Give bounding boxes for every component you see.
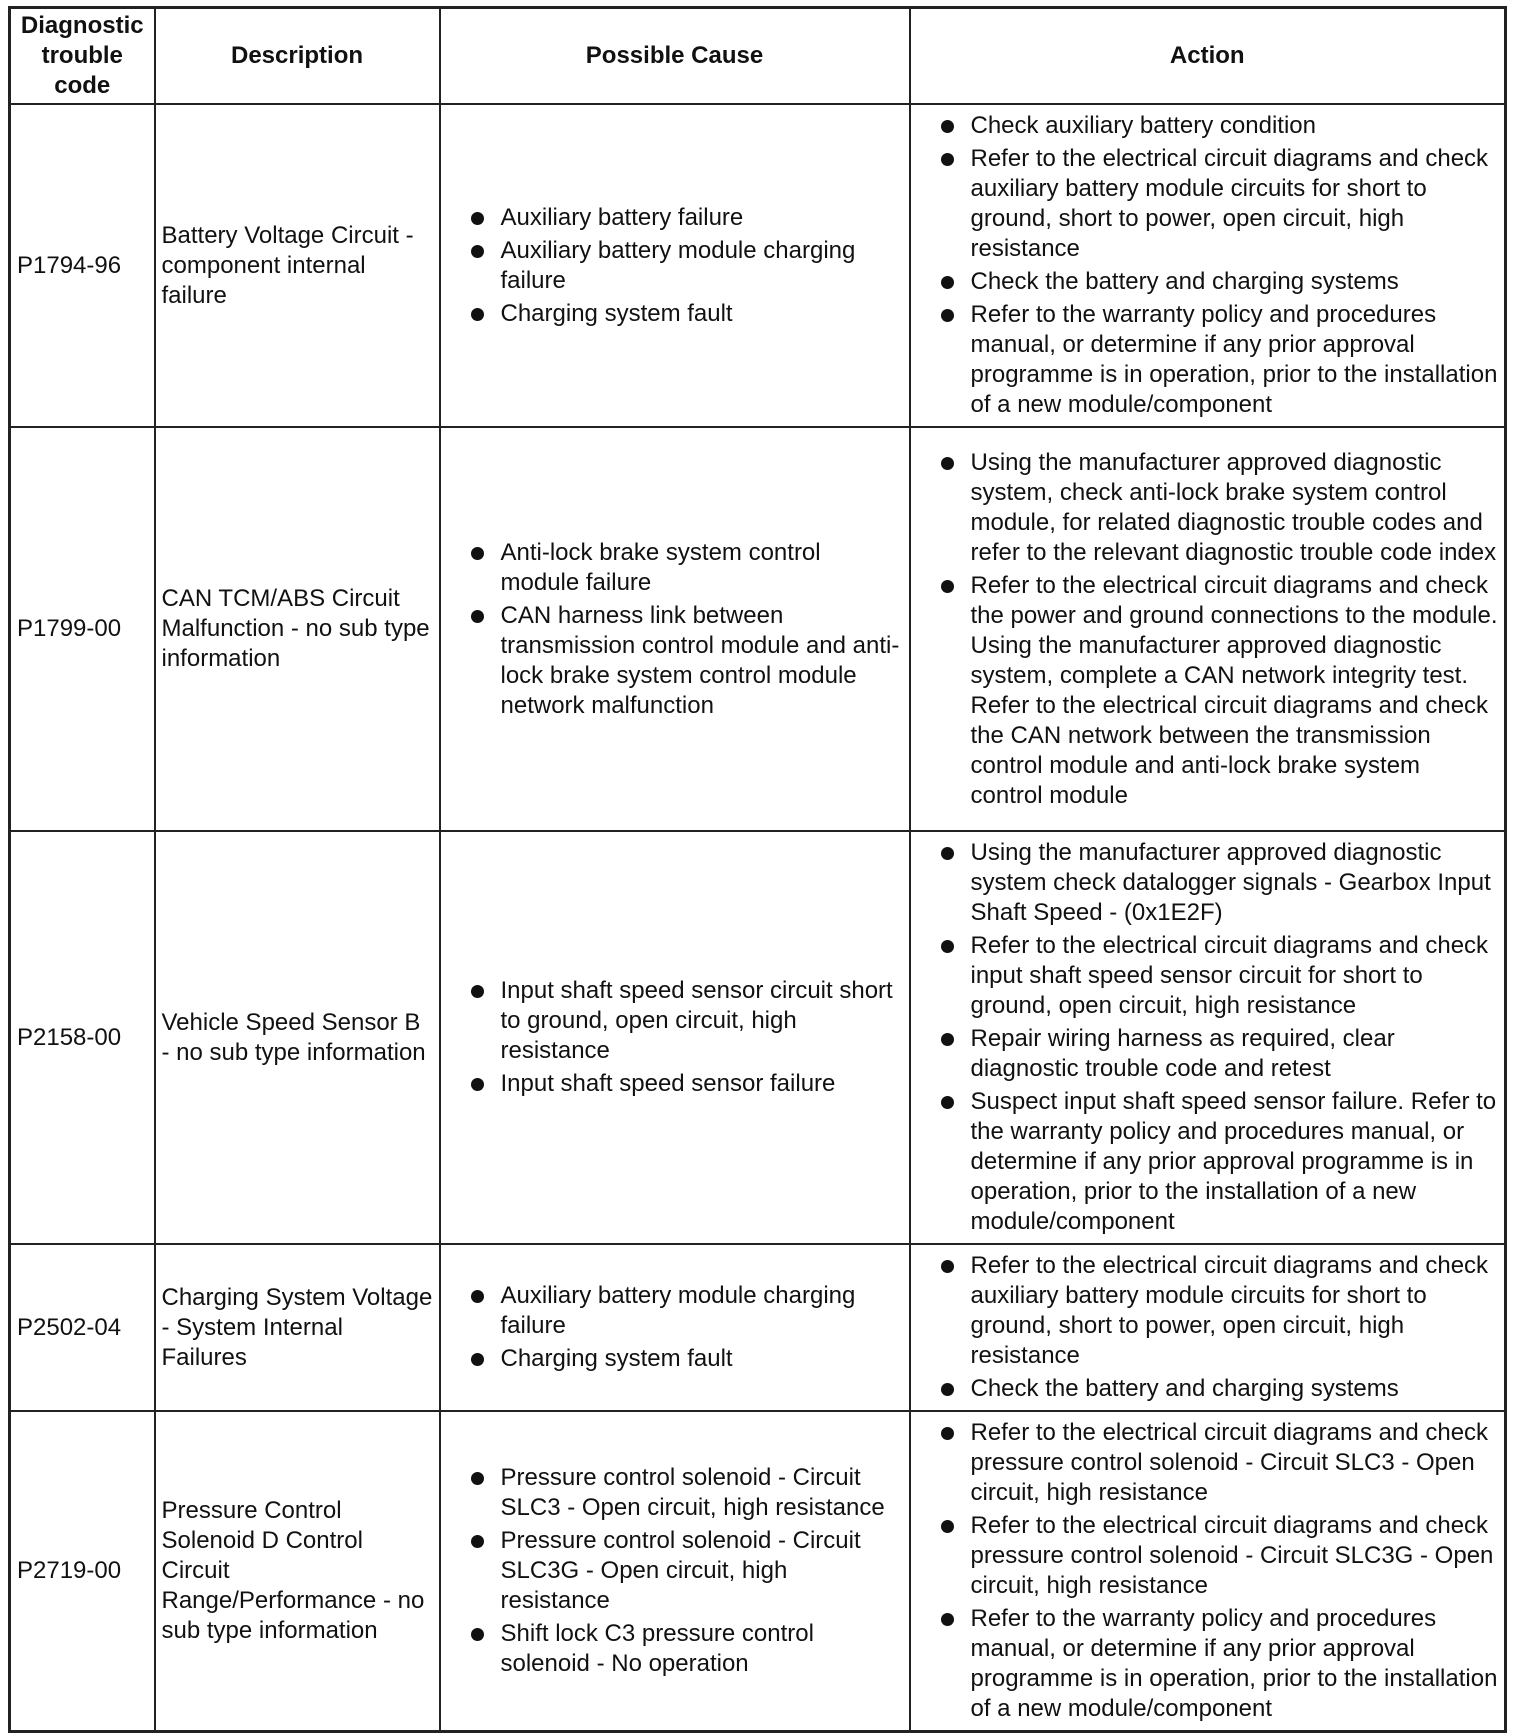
dtc-code: P1799-00	[10, 427, 155, 831]
bullet-icon	[941, 1096, 954, 1109]
cause-text: Pressure control solenoid - Circuit SLC3 - Open circuit, high resistance	[500, 1464, 885, 1521]
cause-text: Input shaft speed sensor failure	[500, 1070, 836, 1097]
cause-text: CAN harness link between transmission control module and anti-lock brake system control module network malfunction	[500, 601, 900, 719]
bullet-icon	[941, 276, 954, 289]
action-item	[917, 111, 1499, 141]
action-item	[917, 448, 1499, 568]
bullet-icon	[941, 153, 954, 166]
action-text: Check the battery and charging systems	[970, 1375, 1399, 1402]
cause-text: Pressure control solenoid - Circuit SLC3G - Open circuit, high resistance	[500, 1527, 861, 1614]
bullet-icon	[941, 1520, 954, 1533]
cause-list	[447, 976, 903, 1099]
bullet-icon	[941, 940, 954, 953]
document-page	[8, 6, 1504, 1733]
dtc-table	[8, 6, 1507, 1733]
action-item	[917, 1374, 1499, 1404]
action-item	[917, 1251, 1499, 1371]
cause-item	[447, 1281, 903, 1341]
action-item	[917, 1087, 1499, 1237]
cause-item	[447, 299, 903, 329]
action-text: Refer to the electrical circuit diagrams and check pressure control solenoid - Circuit SLC3 - Open circuit, high resistance	[970, 1419, 1489, 1506]
cause-item	[447, 1463, 903, 1523]
bullet-icon	[471, 547, 484, 560]
bullet-icon	[471, 1078, 484, 1091]
action-item	[917, 1024, 1499, 1084]
action-text: Refer to the warranty policy and procedures manual, or determine if any prior approval programme is in operation, prior to the installation of a new module/component	[970, 301, 1498, 418]
bullet-icon	[471, 1535, 484, 1548]
bullet-icon	[471, 308, 484, 321]
action-cell	[910, 1244, 1506, 1411]
bullet-icon	[941, 1383, 954, 1396]
cause-item	[447, 1069, 903, 1099]
action-item	[917, 300, 1499, 420]
action-text: Refer to the electrical circuit diagrams and check auxiliary battery module circuits for short to ground, short to power, open circuit, high resistance	[970, 1252, 1489, 1369]
dtc-code: P2719-00	[10, 1411, 155, 1732]
action-item	[917, 838, 1499, 928]
cause-text: Shift lock C3 pressure control solenoid - No operation	[500, 1620, 814, 1677]
action-cell	[910, 831, 1506, 1244]
cause-item	[447, 976, 903, 1066]
possible-cause-cell	[440, 104, 910, 427]
header-cause: Possible Cause	[440, 8, 910, 105]
cause-item	[447, 1344, 903, 1374]
bullet-icon	[941, 1427, 954, 1440]
bullet-icon	[471, 985, 484, 998]
cause-list	[447, 1463, 903, 1679]
bullet-icon	[941, 580, 954, 593]
bullet-icon	[471, 212, 484, 225]
bullet-icon	[941, 1033, 954, 1046]
cause-list	[447, 203, 903, 329]
action-text: Refer to the electrical circuit diagrams and check auxiliary battery module circuits for short to ground, short to power, open circuit, high resistance	[970, 145, 1489, 262]
cause-text: Auxiliary battery failure	[500, 203, 744, 231]
possible-cause-cell	[440, 1411, 910, 1732]
action-text: Refer to the electrical circuit diagrams and check input shaft speed sensor circuit for short to ground, open circuit, high resistance	[970, 932, 1489, 1019]
action-text: Using the manufacturer approved diagnostic system, check anti-lock brake system control module, for related diagnostic trouble codes and refer to the relevant diagnostic trouble code index	[970, 448, 1497, 566]
action-text: Using the manufacturer approved diagnostic system check datalogger signals - Gearbox Input Shaft Speed - (0x1E2F)	[970, 839, 1491, 926]
bullet-icon	[471, 1353, 484, 1366]
possible-cause-cell	[440, 427, 910, 831]
cause-item	[447, 236, 903, 296]
action-cell	[910, 1411, 1506, 1732]
table-row	[10, 1244, 1506, 1411]
action-item	[917, 1418, 1499, 1508]
possible-cause-cell	[440, 831, 910, 1244]
action-text: Suspect input shaft speed sensor failure. Refer to the warranty policy and procedures manual, or determine if any prior approval programme is in operation, prior to the installation of a new module/component	[970, 1088, 1497, 1235]
cause-text: Auxiliary battery module charging failure	[500, 1282, 856, 1339]
table-header	[10, 8, 1506, 105]
cause-item	[447, 203, 903, 233]
bullet-icon	[471, 610, 484, 623]
dtc-code: P1794-96	[10, 104, 155, 427]
bullet-icon	[471, 1290, 484, 1303]
bullet-icon	[471, 1628, 484, 1641]
action-list	[917, 1418, 1499, 1724]
table-row	[10, 1411, 1506, 1732]
dtc-code: P2502-04	[10, 1244, 155, 1411]
bullet-icon	[941, 847, 954, 860]
bullet-icon	[941, 457, 954, 470]
cause-text: Input shaft speed sensor circuit short to ground, open circuit, high resistance	[500, 977, 893, 1064]
dtc-description: Battery Voltage Circuit - component internal failure	[155, 104, 440, 427]
action-cell	[910, 104, 1506, 427]
action-item	[917, 571, 1499, 811]
action-text: Repair wiring harness as required, clear diagnostic trouble code and retest	[970, 1025, 1395, 1082]
action-item	[917, 144, 1499, 264]
header-row	[10, 8, 1506, 105]
cause-item	[447, 1526, 903, 1616]
header-code: Diagnostic trouble code	[10, 8, 155, 105]
action-list	[917, 111, 1499, 420]
action-text: Refer to the electrical circuit diagrams and check the power and ground connections to the module. Using the manufacturer approved diagnostic system, complete a CAN network integrity test. Refer to the electrical circuit diagrams and check the CAN network between the transmission control module and anti-lock brake system control module	[970, 571, 1498, 809]
header-action: Action	[910, 8, 1506, 105]
action-text: Check the battery and charging systems	[970, 268, 1399, 295]
cause-item	[447, 601, 903, 721]
action-item	[917, 267, 1499, 297]
table-row	[10, 427, 1506, 831]
cause-list	[447, 538, 903, 721]
action-list	[917, 448, 1499, 811]
action-list	[917, 838, 1499, 1237]
action-cell	[910, 427, 1506, 831]
dtc-code: P2158-00	[10, 831, 155, 1244]
cause-text: Auxiliary battery module charging failure	[500, 236, 856, 294]
bullet-icon	[941, 1260, 954, 1273]
action-item	[917, 1604, 1499, 1724]
dtc-description: Charging System Voltage - System Internal Failures	[155, 1244, 440, 1411]
cause-text: Charging system fault	[500, 1345, 733, 1372]
bullet-icon	[471, 1472, 484, 1485]
action-text: Check auxiliary battery condition	[970, 112, 1317, 139]
cause-text: Charging system fault	[500, 299, 733, 327]
action-text: Refer to the electrical circuit diagrams and check pressure control solenoid - Circuit SLC3G - Open circuit, high resistance	[970, 1512, 1494, 1599]
cause-item	[447, 1619, 903, 1679]
table-row	[10, 104, 1506, 427]
bullet-icon	[941, 120, 954, 133]
possible-cause-cell	[440, 1244, 910, 1411]
cause-text: Anti-lock brake system control module failure	[500, 538, 821, 596]
bullet-icon	[941, 1613, 954, 1626]
dtc-description: Pressure Control Solenoid D Control Circuit Range/Performance - no sub type information	[155, 1411, 440, 1732]
bullet-icon	[471, 245, 484, 258]
cause-item	[447, 538, 903, 598]
table-body	[10, 104, 1506, 1732]
action-item	[917, 931, 1499, 1021]
dtc-description: CAN TCM/ABS Circuit Malfunction - no sub type information	[155, 427, 440, 831]
header-description: Description	[155, 8, 440, 105]
table-row	[10, 831, 1506, 1244]
action-list	[917, 1251, 1499, 1404]
dtc-description: Vehicle Speed Sensor B - no sub type information	[155, 831, 440, 1244]
cause-list	[447, 1281, 903, 1374]
action-item	[917, 1511, 1499, 1601]
action-text: Refer to the warranty policy and procedures manual, or determine if any prior approval programme is in operation, prior to the installation of a new module/component	[970, 1605, 1498, 1722]
bullet-icon	[941, 309, 954, 322]
